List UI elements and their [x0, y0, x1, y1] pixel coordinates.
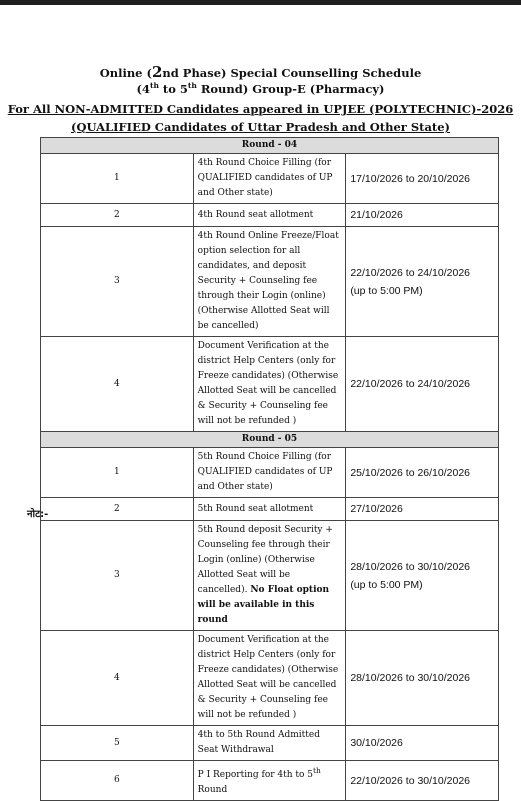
- row-date: 27/10/2026: [346, 498, 499, 521]
- qualified-candidates-line: (QUALIFIED Candidates of Uttar Pradesh and Other State): [71, 120, 450, 134]
- row-number: 1: [41, 154, 194, 204]
- row-number: 3: [41, 227, 194, 337]
- table-row: [41, 204, 499, 227]
- row-date: 17/10/2026 to 20/10/2026: [346, 154, 499, 204]
- row-number: 4: [41, 337, 194, 432]
- row-description: Document Verification at the district Help Centers (only for Freeze candidates) (Otherwise Allotted Seat will be cancelled & Security + Counseling fee will not be refunded ): [193, 631, 346, 726]
- row-date: 22/10/2026 to 24/10/2026 (up to 5:00 PM): [346, 227, 499, 337]
- row-description: P I Reporting for 4th to 5th Round: [193, 761, 346, 801]
- table-row: [41, 448, 499, 498]
- schedule-table: [40, 137, 499, 801]
- row-number: 3: [41, 521, 194, 631]
- round-05-header: Round - 05: [41, 432, 499, 448]
- row-number: 4: [41, 631, 194, 726]
- row-number: 2: [41, 498, 194, 521]
- row-date: 28/10/2026 to 30/10/2026 (up to 5:00 PM): [346, 521, 499, 631]
- row-description: 4th Round Online Freeze/Float option selection for all candidates, and deposit Security + Counseling fee through their Login (online) (Otherwise Allotted Seat will be cancelled): [193, 227, 346, 337]
- row-description: 5th Round Choice Filling (for QUALIFIED candidates of UP and Other state): [193, 448, 346, 498]
- row-description: 5th Round seat allotment: [193, 498, 346, 521]
- row-description: 4th to 5th Round Admitted Seat Withdrawal: [193, 726, 346, 761]
- row-number: 2: [41, 204, 194, 227]
- footer-note: नोट:-: [27, 509, 49, 520]
- table-row: [41, 498, 499, 521]
- table-row: [41, 726, 499, 761]
- row-date: 28/10/2026 to 30/10/2026: [346, 631, 499, 726]
- row-description: 4th Round Choice Filling (for QUALIFIED candidates of UP and Other state): [193, 154, 346, 204]
- round-04-header: Round - 04: [41, 138, 499, 154]
- row-number: 5: [41, 726, 194, 761]
- row-date: 22/10/2026 to 30/10/2026: [346, 761, 499, 801]
- row-date: 21/10/2026: [346, 204, 499, 227]
- no-float-note: No Float option will be available in this round: [197, 585, 330, 625]
- row-number: 1: [41, 448, 194, 498]
- table-row: [41, 154, 499, 204]
- row-description: 4th Round seat allotment: [193, 204, 346, 227]
- row-date: 22/10/2026 to 24/10/2026: [346, 337, 499, 432]
- row-description: 5th Round deposit Security + Counseling fee through their Login (online) (Otherwise Allotted Seat will be cancelled). No Float option will be available in this round: [193, 521, 346, 631]
- row-date: 30/10/2026: [346, 726, 499, 761]
- row-number: 6: [41, 761, 194, 801]
- table-row: [41, 337, 499, 432]
- table-row: [41, 761, 499, 801]
- row-date: 25/10/2026 to 26/10/2026: [346, 448, 499, 498]
- schedule-title: Online (2nd Phase) Special Counselling Schedule: [99, 63, 422, 81]
- table-row: [41, 521, 499, 631]
- eligibility-line: For All NON-ADMITTED Candidates appeared in UPJEE (POLYTECHNIC)-2026: [7, 102, 514, 116]
- schedule-subtitle: (4th to 5th Round) Group-E (Pharmacy): [136, 81, 385, 96]
- table-row: [41, 227, 499, 337]
- row-description: Document Verification at the district Help Centers (only for Freeze candidates) (Otherwise Allotted Seat will be cancelled & Security + Counseling fee will not be refunded ): [193, 337, 346, 432]
- table-row: [41, 631, 499, 726]
- top-edge-bar: [0, 0, 521, 5]
